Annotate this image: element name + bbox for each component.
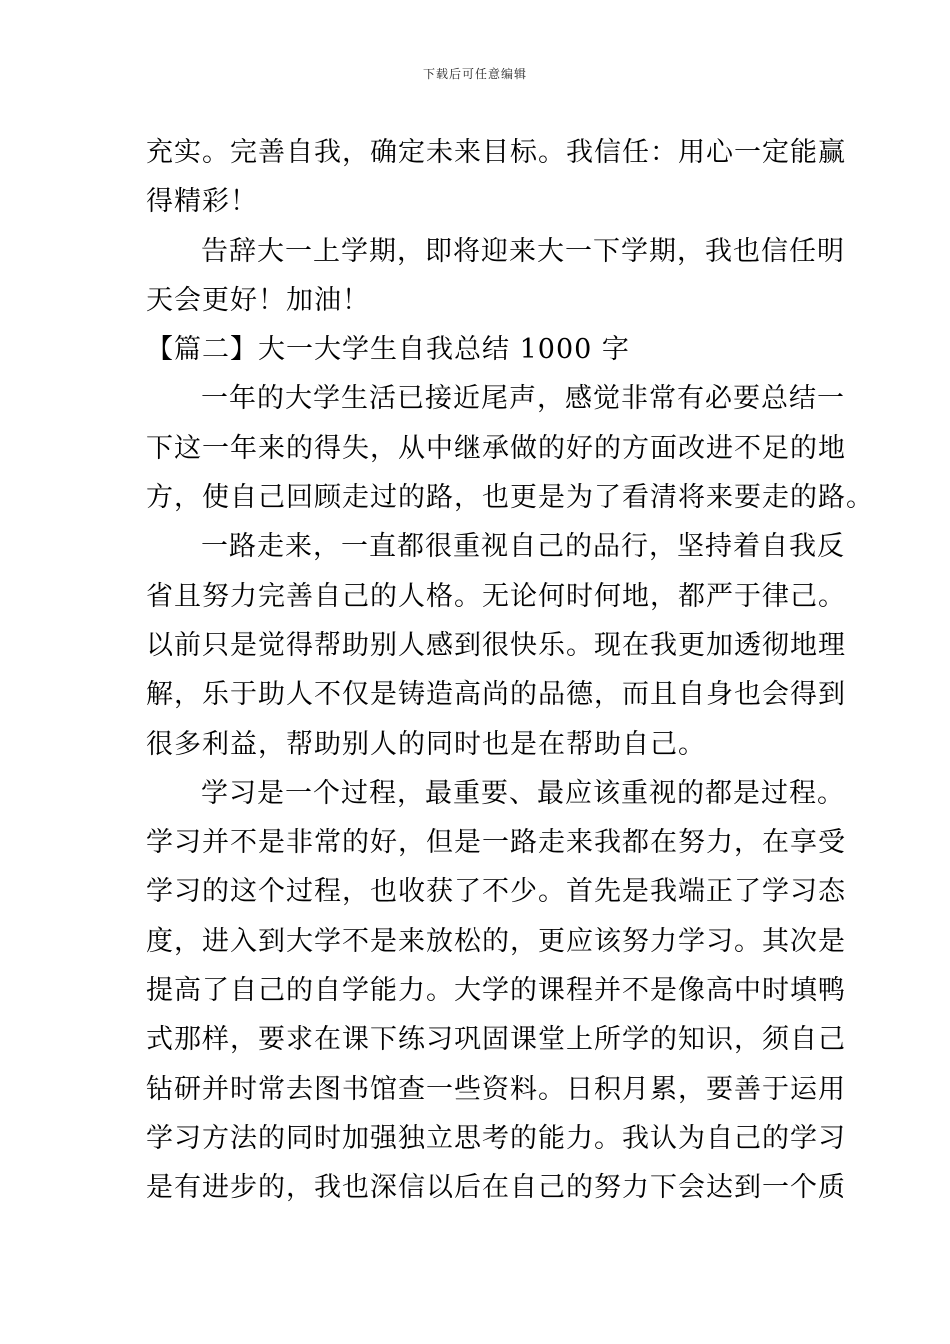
header-note: 下载后可任意编辑 <box>422 67 527 81</box>
text-line: 方，使自己回顾走过的路，也更是为了看清将来要走的路。 <box>146 482 874 514</box>
text-line: 天会更好！加油！ <box>146 284 370 316</box>
text-line: 以前只是觉得帮助别人感到很快乐。现在我更加透彻地理 <box>146 629 846 661</box>
text-line: 充实。完善自我，确定未来目标。我信任：用心一定能赢 <box>146 137 846 168</box>
text-line: 学习是一个过程，最重要、最应该重视的都是过程。 <box>201 777 845 809</box>
text-line: 度，进入到大学不是来放松的，更应该努力学习。其次是 <box>146 925 846 957</box>
text-line: 学习的这个过程，也收获了不少。首先是我端正了学习态 <box>146 876 846 908</box>
text-line: 解，乐于助人不仅是铸造高尚的品德，而且自身也会得到 <box>146 679 846 711</box>
text-line: 下这一年来的得失，从中继承做的好的方面改进不足的地 <box>146 432 846 464</box>
text-line: 【篇二】大一大学生自我总结 1000 字 <box>146 334 630 366</box>
text-line: 一路走来，一直都很重视自己的品行，坚持着自我反 <box>201 531 845 563</box>
text-line: 式那样，要求在课下练习巩固课堂上所学的知识，须自己 <box>146 1024 846 1056</box>
text-line: 一年的大学生活已接近尾声，感觉非常有必要总结一 <box>201 383 845 415</box>
text-line: 钻研并时常去图书馆查一些资料。日积月累，要善于运用 <box>146 1073 846 1105</box>
text-line: 省且努力完善自己的人格。无论何时何地，都严于律己。 <box>146 580 846 612</box>
text-line: 很多利益，帮助别人的同时也是在帮助自己。 <box>146 728 706 760</box>
text-line: 提高了自己的自学能力。大学的课程并不是像高中时填鸭 <box>146 975 846 1007</box>
text-line: 得精彩！ <box>146 186 258 218</box>
text-line: 告辞大一上学期，即将迎来大一下学期，我也信任明 <box>201 235 845 267</box>
text-line: 学习并不是非常的好，但是一路走来我都在努力，在享受 <box>146 827 846 859</box>
text-line: 是有进步的，我也深信以后在自己的努力下会达到一个质 <box>146 1172 846 1204</box>
text-line: 学习方法的同时加强独立思考的能力。我认为自己的学习 <box>146 1122 846 1154</box>
body-text <box>146 128 874 1213</box>
